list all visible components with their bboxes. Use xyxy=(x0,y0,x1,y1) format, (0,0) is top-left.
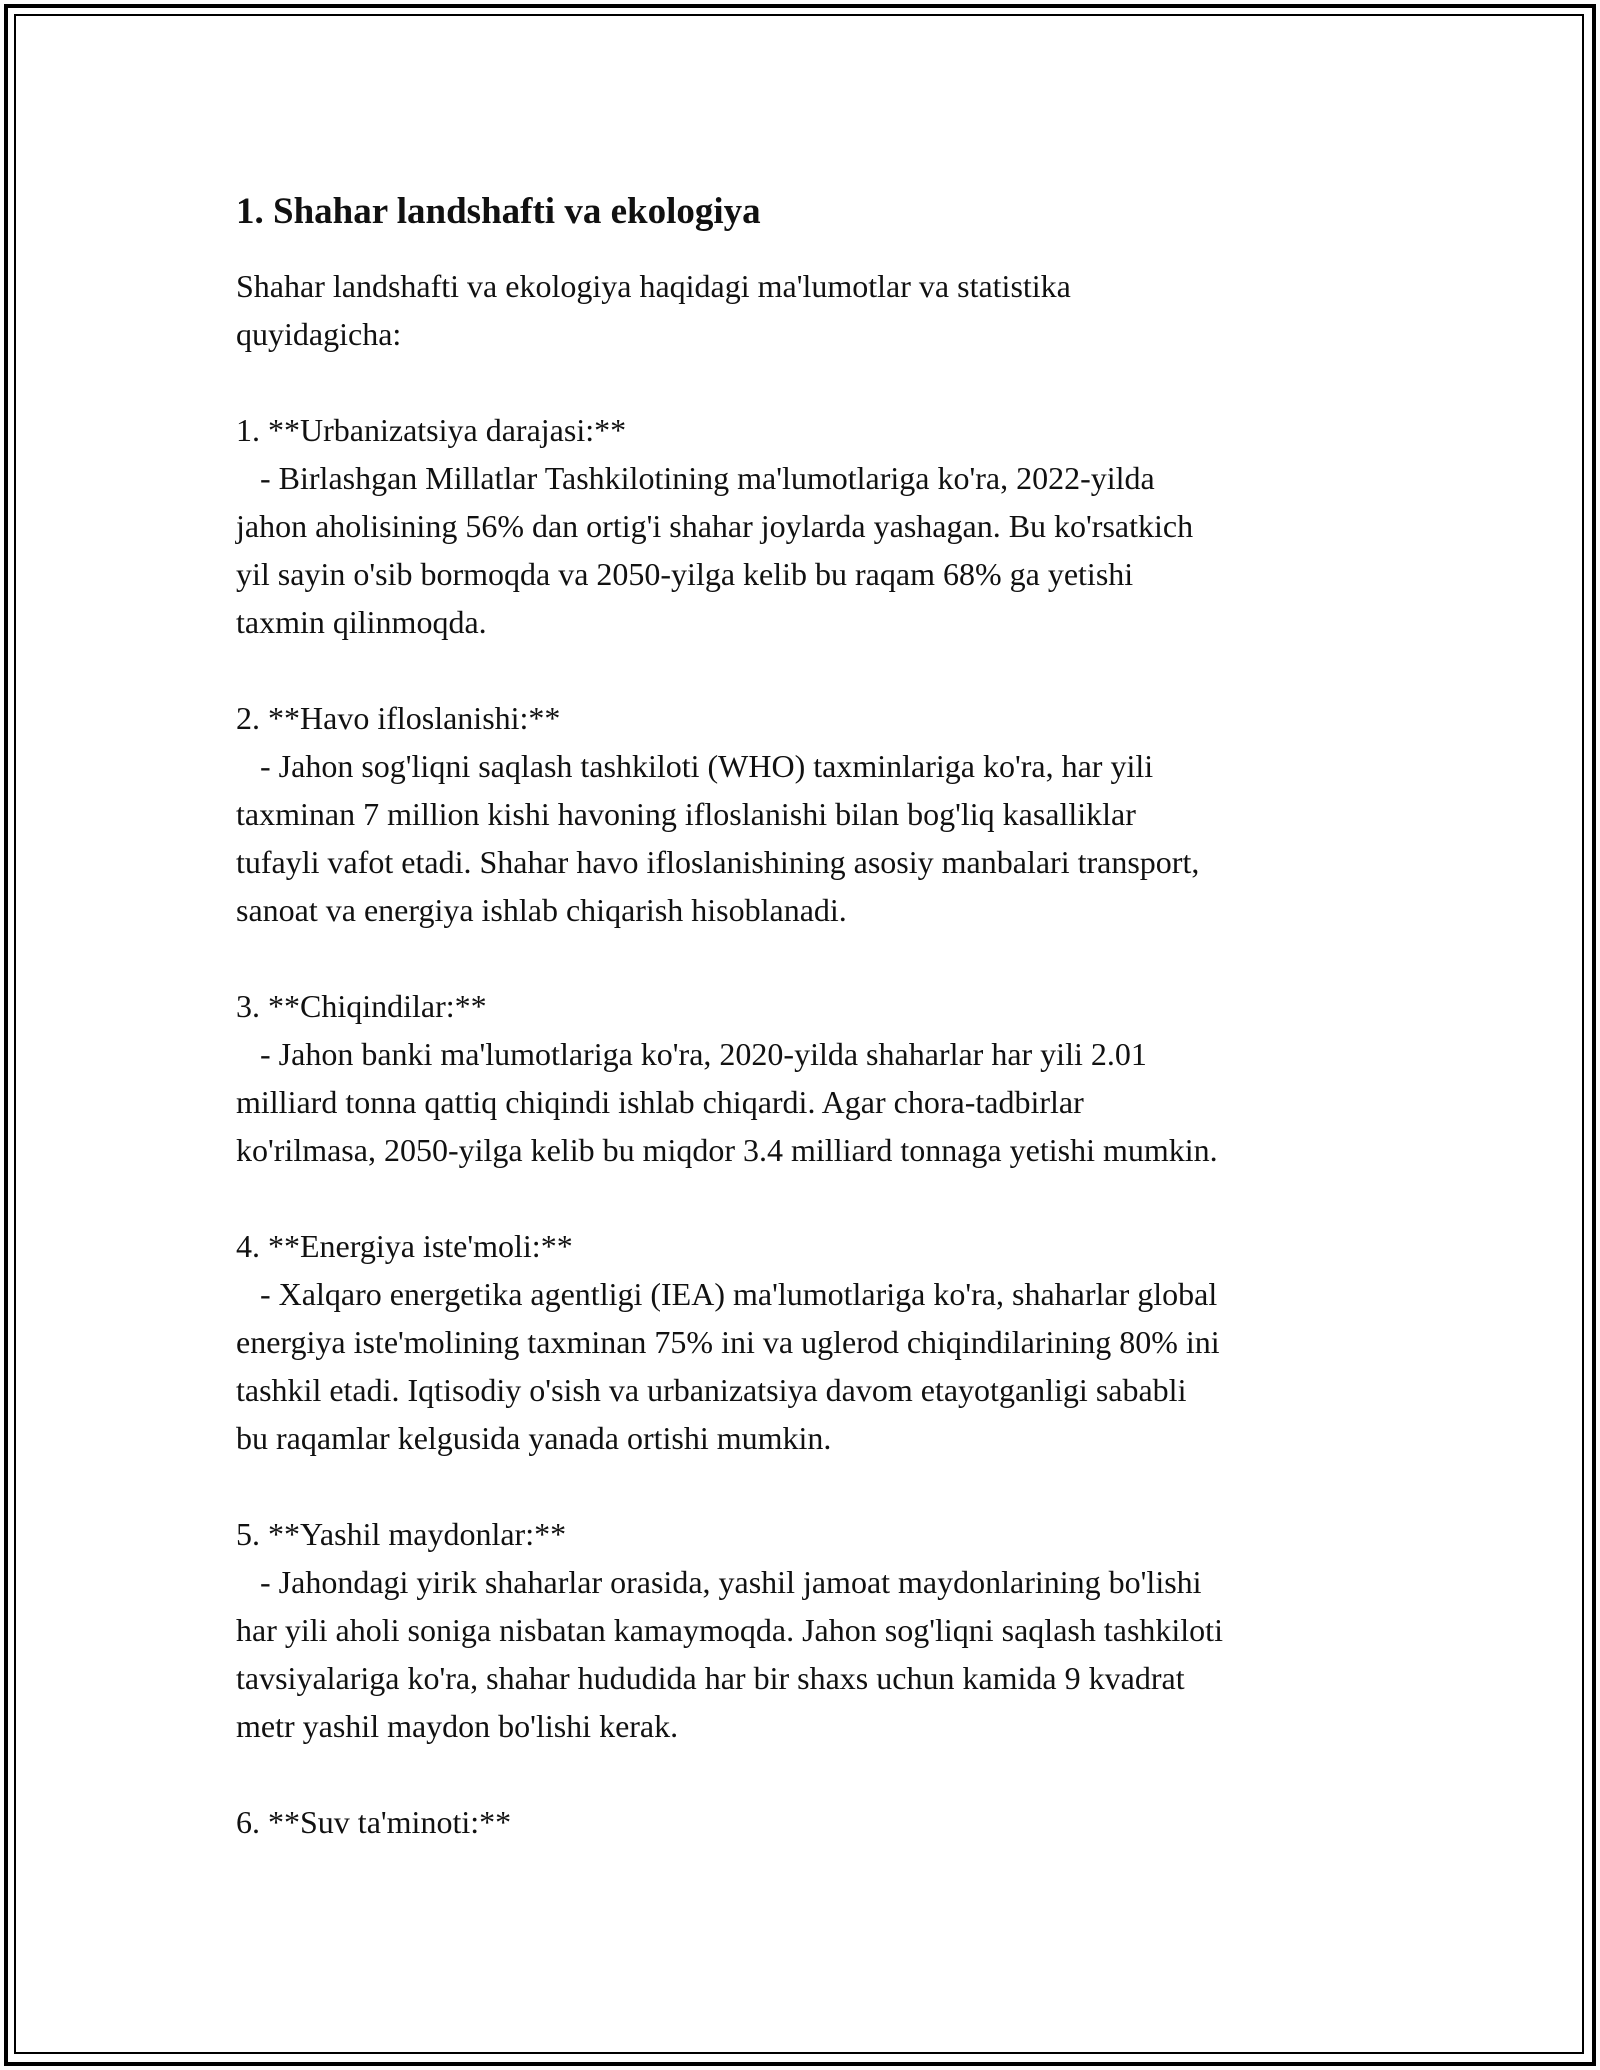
item-text: - Xalqaro energetika agentligi (IEA) ma'lumotlariga ko'ra, shaharlar global energiya iste'molining taxminan 75% ini va uglerod chiqindilarining 80% ini tashkil etadi. Iqtisodiy o'sish va urbanizatsiya davom etayotganligi sababli bu raqamlar kelgusida yanada ortishi mumkin. xyxy=(236,1276,1220,1456)
item-heading: 1. **Urbanizatsiya darajasi:** xyxy=(236,412,627,448)
list-item xyxy=(236,1510,1386,1750)
item-heading: 4. **Energiya iste'moli:** xyxy=(236,1228,573,1264)
document-title: 1. Shahar landshafti va ekologiya xyxy=(236,191,761,232)
list-item xyxy=(236,1222,1386,1462)
item-heading: 3. **Chiqindilar:** xyxy=(236,988,487,1024)
item-text: - Jahon sog'liqni saqlash tashkiloti (WHO) taxminlariga ko'ra, har yili taxminan 7 million kishi havoning ifloslanishi bilan bog'liq kasalliklar tufayli vafot etadi. Shahar havo ifloslanishining asosiy manbalari transport, sanoat va energiya ishlab chiqarish hisoblanadi. xyxy=(236,748,1200,928)
item-heading: 6. **Suv ta'minoti:** xyxy=(236,1804,512,1840)
list-item xyxy=(236,1798,1386,1846)
intro-paragraph: Shahar landshafti va ekologiya haqidagi ma'lumotlar va statistika quyidagicha: xyxy=(236,268,1071,352)
list-item xyxy=(236,406,1386,646)
item-text: - Jahon banki ma'lumotlariga ko'ra, 2020-yilda shaharlar har yili 2.01 milliard tonna qattiq chiqindi ishlab chiqardi. Agar chora-tadbirlar ko'rilmasa, 2050-yilga kelib bu miqdor 3.4 milliard tonnaga yetishi mumkin. xyxy=(236,1036,1218,1168)
list-item xyxy=(236,982,1386,1174)
item-heading: 5. **Yashil maydonlar:** xyxy=(236,1516,567,1552)
item-text: - Jahondagi yirik shaharlar orasida, yashil jamoat maydonlarining bo'lishi har yili aholi soniga nisbatan kamaymoqda. Jahon sog'liqni saqlash tashkiloti tavsiyalariga ko'ra, shahar hududida har bir shaxs uchun kamida 9 kvadrat metr yashil maydon bo'lishi kerak. xyxy=(236,1564,1223,1744)
document-body xyxy=(236,188,1386,1846)
list-item xyxy=(236,694,1386,934)
item-text: - Birlashgan Millatlar Tashkilotining ma'lumotlariga ko'ra, 2022-yilda jahon aholisining 56% dan ortig'i shahar joylarda yashagan. Bu ko'rsatkich yil sayin o'sib bormoqda va 2050-yilga kelib bu raqam 68% ga yetishi taxmin qilinmoqda. xyxy=(236,460,1194,640)
item-heading: 2. **Havo ifloslanishi:** xyxy=(236,700,561,736)
